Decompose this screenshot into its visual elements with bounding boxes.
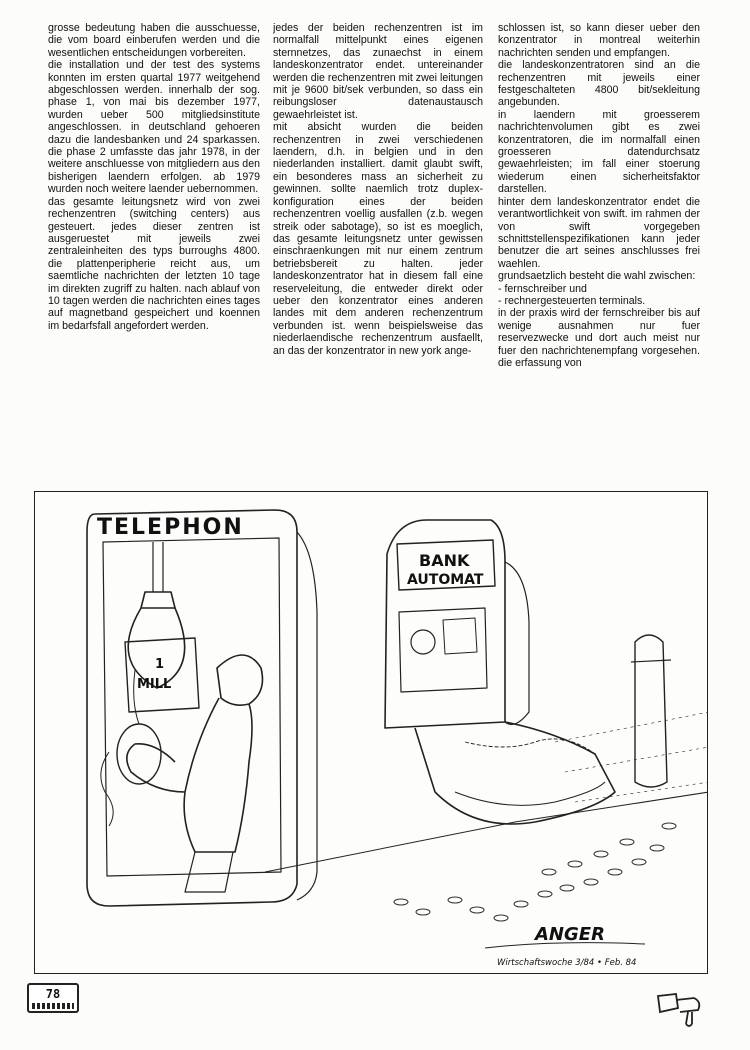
screen-top: 1: [155, 657, 165, 672]
booth-sign: TELEPHON: [97, 515, 244, 540]
cartoon-drawing: [35, 492, 708, 974]
paragraph: die landeskonzentratoren sind an die rechenzentren mit jeweils einer festgeschalteten 4800 bit/sekleitung angebunden.: [498, 59, 700, 109]
article-column-1: [48, 22, 260, 422]
paragraph: grundsaetzlich besteht die wahl zwischen:: [498, 270, 696, 283]
paragraph: jedes der beiden rechenzentren ist im normalfall mittelpunkt eines eigenen sternnetzes, das zunaechst in einem landeskonzentrator endet. untereinander werden die rechenzentren mit zwei leitungen mit je 9600 bit/sek verbunden, so dass ein reibungsloser datenaustausch gewaehrleistet ist.: [273, 22, 483, 121]
paragraph: grosse bedeutung haben die ausschuesse, die vom board einberufen werden und die wesentlichen entscheidungen vorbereiten.: [48, 22, 260, 59]
machine-sign-line1: BANK: [419, 551, 470, 570]
paragraph: in laendern mit groesserem nachrichtenvolumen gibt es zwei konzentratoren, die im normalfall einen groesseren datendurchsatz gewaehrleisten; im fall einer stoerung wiederum einen sicherheitsfaktor darstellen.: [498, 108, 700, 196]
article-column-3: [498, 22, 700, 422]
paragraph: mit absicht wurden die beiden rechenzentren in zwei verschiedenen laendern, d.h. in belgien und in den niederlanden installiert. damit glaubt swift, ein besonderes mass an sicherheit zu gewinnen. sollte naemlich trotz duplex-konfiguration eines der beiden rechenzentren voellig ausfallen (z.b. wegen streik oder sabotage), so ist es moeglich, das gesamte leitungsnetz unter gewissen einschraenkungen mit nur einem zentrum betriebsbereit zu halten. jeder landeskonzentrator hat in diesem fall eine reserveleitung, die entweder direkt oder ueber den konzentrator eines anderen landes mit dem anderen rechenzentrum verbunden ist. wenn beispielsweise das niederlaendische rechenzentrum ausfaellt, an das der konzentrator in new york ange-: [273, 121, 483, 357]
keyboard-icon: [32, 1003, 74, 1009]
paragraph: schlossen ist, so kann dieser ueber den konzentrator in montreal weiterhin nachrichten senden und empfangen.: [498, 22, 700, 59]
cartoon-credit: Wirtschaftswoche 3/84 • Feb. 84: [497, 958, 637, 968]
machine-sign-line2: AUTOMAT: [407, 572, 484, 588]
paragraph: hinter dem landeskonzentrator endet die verantwortlichkeit von swift. im rahmen der von swift vorgegeben schnittstellenspezifikationen kann jeder benutzer die art seines anschlusses frei waehlen.: [498, 195, 700, 270]
paragraph: in der praxis wird der fernschreiber bis auf wenige ausnahmen nur fuer reservezwecke und dort auch meist nur fuer den nachrichtenempfang vorgesehen. die erfassung von: [498, 307, 700, 369]
article-column-2: [273, 22, 483, 422]
list-item: - rechnergesteuerten terminals.: [498, 294, 646, 307]
paragraph: die installation und der test des systems konnten im ersten quartal 1977 weitgehend abgeschlossen werden. innerhalb der sog. phase 1, von mai bis dezember 1977, wurden ueber 500 mitgliedsinstitute angeschlossen. in deutschland gehoeren dazu die landesbanken und 24 sparkassen. die phase 2 umfasste das jahr 1978, in der weitere anschluesse von mitgliedern aus den bisherigen laendern erfolgen. ab 1979 wurden noch weitere laender uebernommen.: [48, 59, 260, 196]
page-number-badge: [27, 983, 79, 1013]
cartoon-illustration: [34, 491, 708, 974]
page-number: 78: [45, 987, 61, 1001]
list-item: - fernschreiber und: [498, 282, 587, 295]
screen-bottom: MILL: [137, 677, 172, 692]
artist-signature: ANGER: [535, 924, 605, 945]
paragraph: das gesamte leitungsnetz wird von zwei rechenzentren (switching centers) aus gesteuert. jedes dieser zentren ist ausgeruestet mit jeweils zwei zentraleinheiten des typs burroughs 4800. die plattenperipherie reicht aus, um saemtliche nachrichten der letzten 10 tage im direkten zugriff zu halten. nach ablauf von 10 tagen werden die nachrichten eines tages auf magnetband gespeichert und koennen im bedarfsfall angefordert werden.: [48, 195, 260, 332]
terminal-hand-icon: [652, 990, 708, 1030]
